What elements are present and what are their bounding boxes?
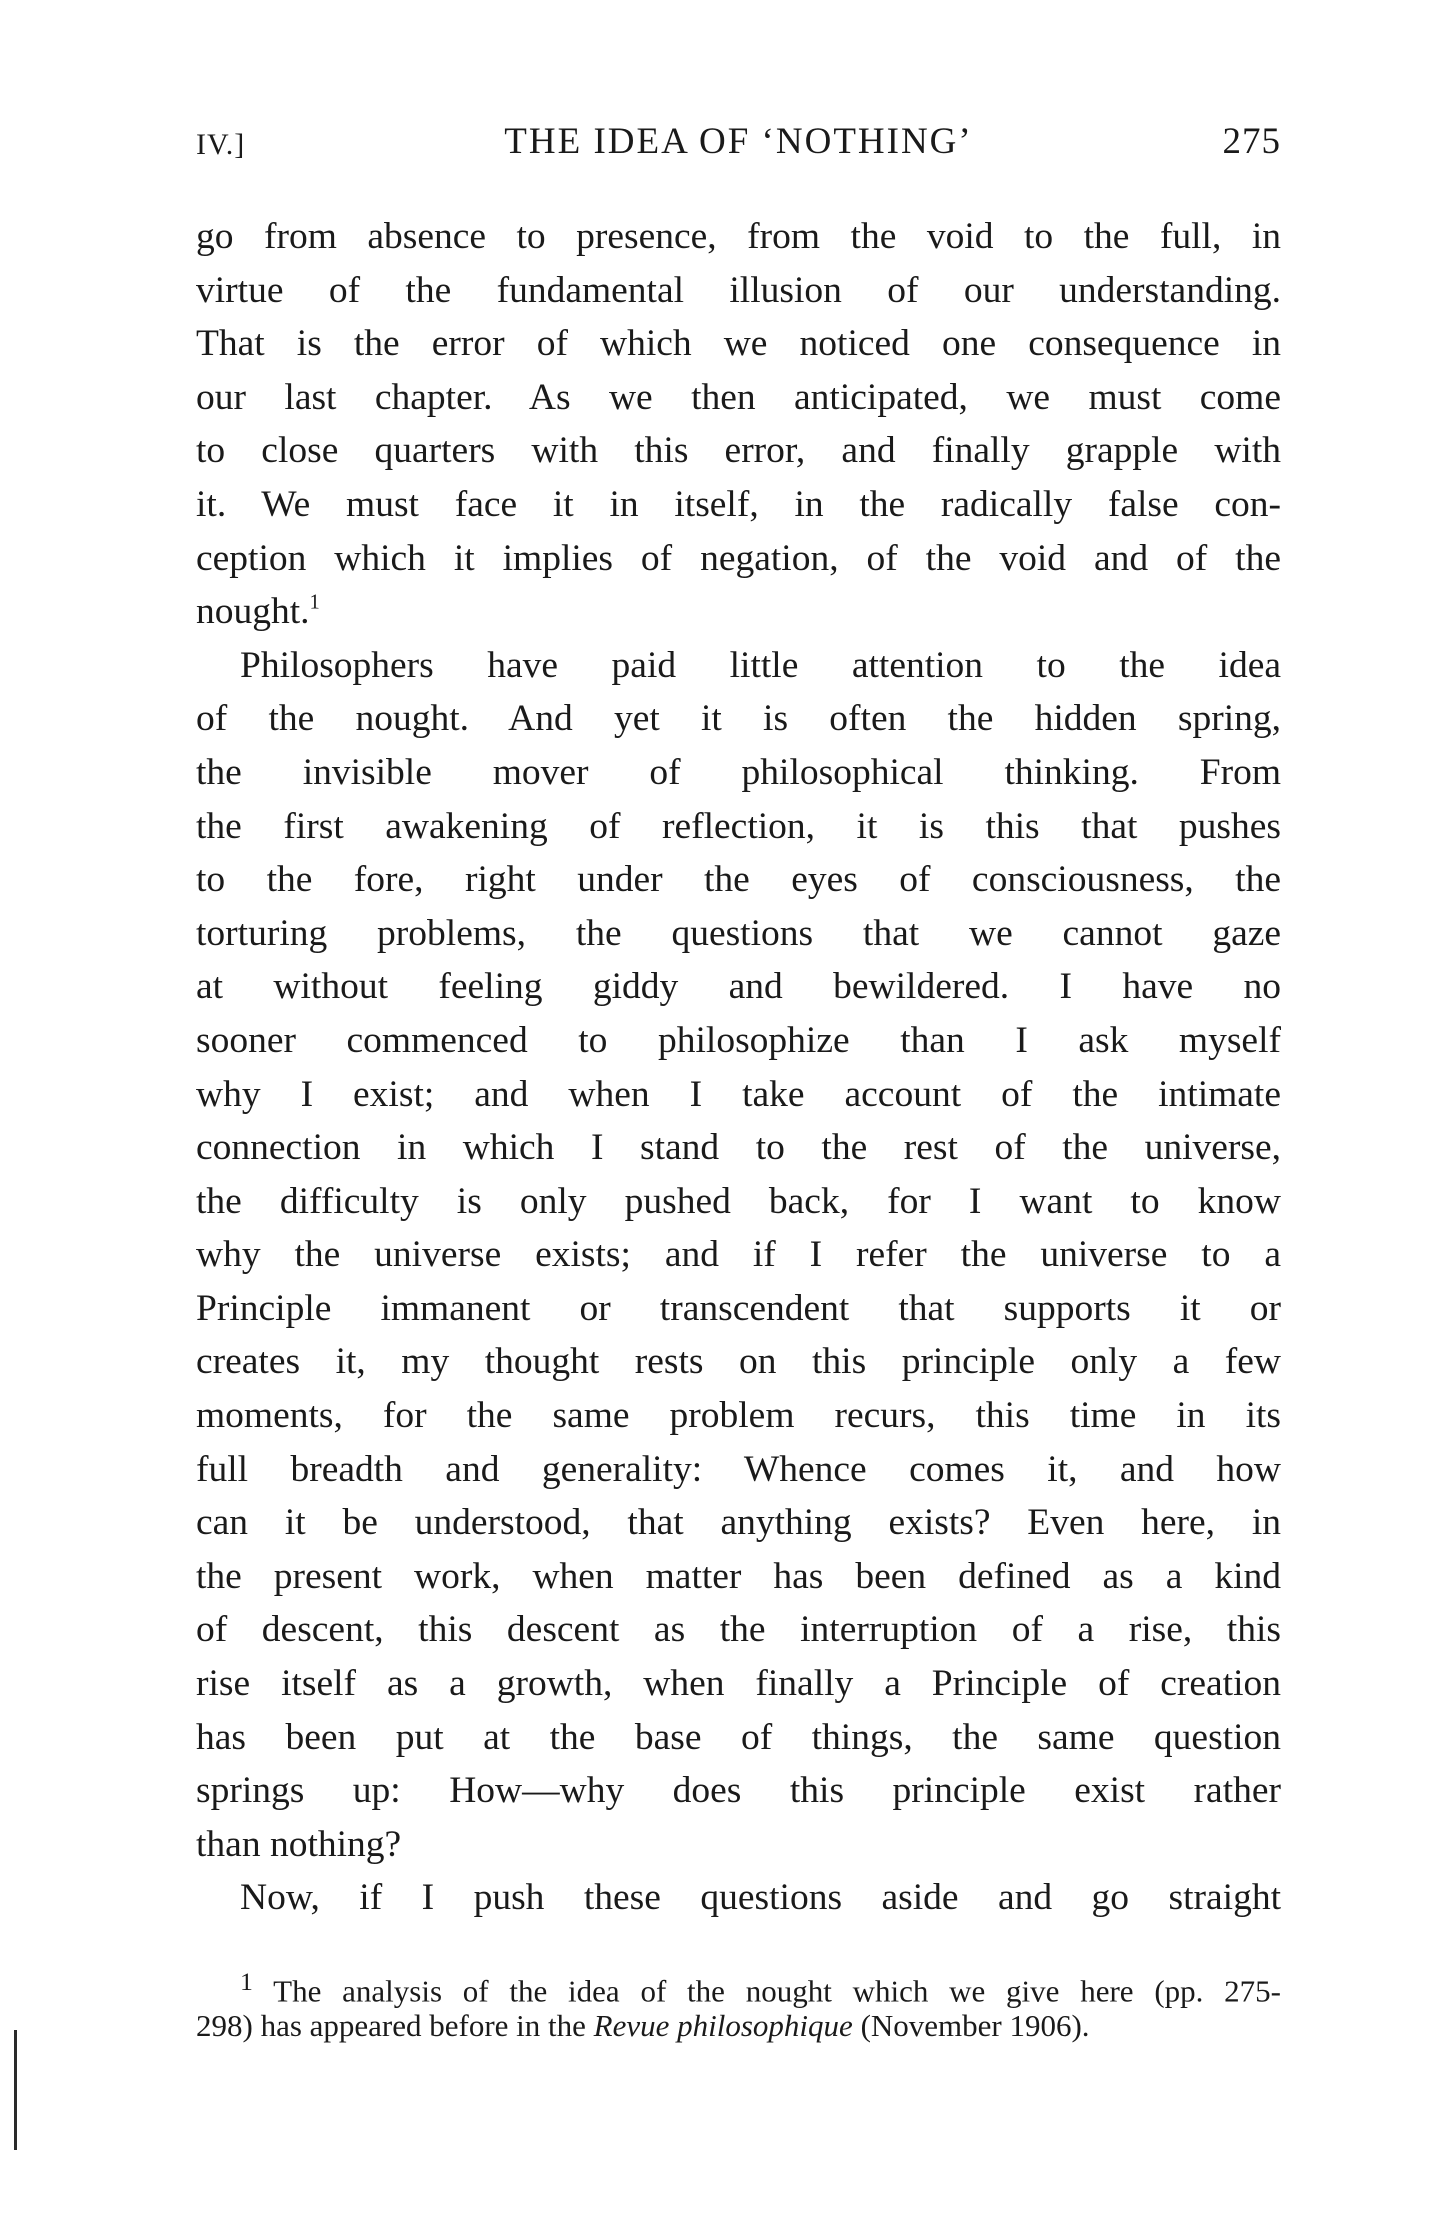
- text-line: That is the error of which we noticed one consequence in: [196, 323, 1281, 365]
- text-line: connection in which I stand to the rest of the universe,: [196, 1127, 1281, 1169]
- text-line: it. We must face it in itself, in the radically false con-: [196, 483, 1281, 525]
- text-line: ception which it implies of negation, of the void and of the: [196, 537, 1281, 579]
- text-line: virtue of the fundamental illusion of our understanding.: [196, 269, 1281, 311]
- paragraph-start-line: Now, if I push these questions aside and go straight: [240, 1877, 1281, 1919]
- footnote-reference: 1: [309, 591, 320, 614]
- text-line: the invisible mover of philosophical thinking. From: [196, 751, 1281, 793]
- text-line: rise itself as a growth, when finally a Principle of creation: [196, 1663, 1281, 1705]
- text-line: the present work, when matter has been defined as a kind: [196, 1555, 1281, 1597]
- text-line: full breadth and generality: Whence comes it, and how: [196, 1448, 1281, 1490]
- text-line: sooner commenced to philosophize than I ask myself: [196, 1019, 1281, 1061]
- text-line: at without feeling giddy and bewildered. I have no: [196, 966, 1281, 1008]
- text-line: the first awakening of reflection, it is this that pushes: [196, 805, 1281, 847]
- text-line: torturing problems, the questions that we cannot gaze: [196, 912, 1281, 954]
- paragraph-start-line: Philosophers have paid little attention to the idea: [240, 644, 1281, 686]
- text-line: to the fore, right under the eyes of consciousness, the: [196, 859, 1281, 901]
- text-line: springs up: How—why does this principle exist rather: [196, 1770, 1281, 1812]
- text-line: why the universe exists; and if I refer the universe to a: [196, 1234, 1281, 1276]
- footnote-line: [196, 1960, 1282, 2009]
- page-header: [196, 120, 1281, 176]
- footnote-marker: 1: [240, 1967, 253, 1996]
- text-line: the difficulty is only pushed back, for I want to know: [196, 1180, 1281, 1222]
- text-line: why I exist; and when I take account of the intimate: [196, 1073, 1281, 1115]
- footnote: [196, 1960, 1281, 2048]
- footnote-line: [196, 2004, 1281, 2048]
- text-line: has been put at the base of things, the same question: [196, 1716, 1281, 1758]
- binding-edge-mark: [14, 2030, 17, 2150]
- text-line: our last chapter. As we then anticipated, we must come: [196, 376, 1281, 418]
- running-title: THE IDEA OF ‘NOTHING’: [504, 121, 973, 162]
- text-line: go from absence to presence, from the void to the full, in: [196, 216, 1281, 257]
- text-line: than nothing?: [196, 1823, 402, 1865]
- text-line-with-footnote: [196, 585, 1281, 639]
- text-line: creates it, my thought rests on this principle only a few: [196, 1341, 1281, 1383]
- chapter-number: IV.]: [196, 128, 246, 161]
- footnote-text: (November 1906).: [860, 2008, 1090, 2043]
- page-number: 275: [1222, 121, 1281, 162]
- text-line: of descent, this descent as the interruption of a rise, this: [196, 1609, 1281, 1651]
- text-line: of the nought. And yet it is often the hidden spring,: [196, 698, 1281, 740]
- body-text: [196, 210, 1281, 1925]
- text-line: to close quarters with this error, and finally grapple with: [196, 430, 1281, 472]
- text-line: nought.: [196, 591, 310, 633]
- text-line: Principle immanent or transcendent that supports it or: [196, 1287, 1281, 1329]
- journal-title: Revue philosophique: [593, 2008, 853, 2043]
- text-line: moments, for the same problem recurs, this time in its: [196, 1395, 1281, 1437]
- footnote-text: 298) has appeared before in the: [196, 2008, 586, 2043]
- footnote-text: The analysis of the idea of the nought which we give here (pp. 275-: [273, 1973, 1282, 2009]
- text-line: can it be understood, that anything exists? Even here, in: [196, 1502, 1281, 1544]
